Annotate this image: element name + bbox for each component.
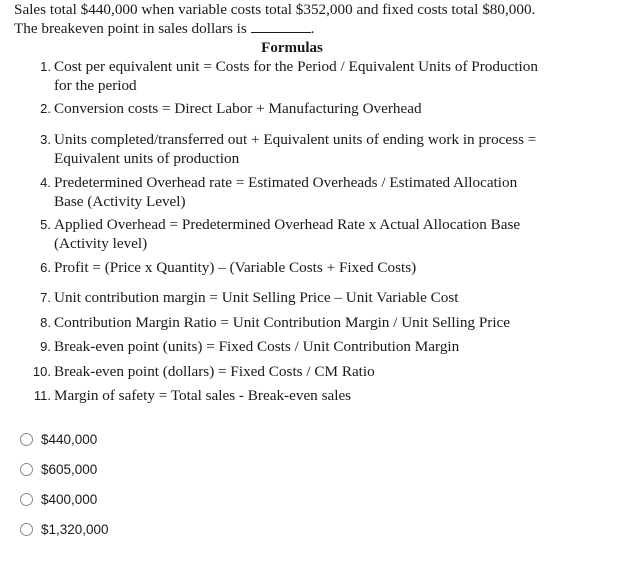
- option-label[interactable]: $1,320,000: [41, 521, 109, 537]
- answer-option-4[interactable]: [20, 519, 109, 539]
- formula-line: Equivalent units of production: [54, 149, 240, 167]
- formula-number: 11.: [33, 388, 51, 403]
- formula-item-1: [40, 58, 572, 95]
- option-label[interactable]: $605,000: [41, 461, 98, 477]
- formula-item-4: [40, 174, 572, 211]
- option-label[interactable]: $400,000: [41, 491, 98, 507]
- formula-line: for the period: [54, 76, 137, 94]
- formula-item-8: [40, 314, 572, 333]
- formula-item-6: [40, 259, 572, 278]
- radio-button[interactable]: [20, 433, 33, 446]
- formula-line: Unit contribution margin = Unit Selling Price – Unit Variable Cost: [54, 289, 459, 306]
- formula-line: Predetermined Overhead rate = Estimated Overheads / Estimated Allocation: [54, 174, 518, 191]
- answer-option-2[interactable]: [20, 459, 97, 479]
- formula-line: Contribution Margin Ratio = Unit Contribution Margin / Unit Selling Price: [54, 314, 511, 331]
- formula-item-10: [32, 363, 572, 382]
- option-label[interactable]: $440,000: [41, 431, 98, 447]
- formula-number: 2.: [40, 101, 51, 116]
- formula-line: Applied Overhead = Predetermined Overhead Rate x Actual Allocation Base: [54, 216, 521, 233]
- radio-button[interactable]: [20, 463, 33, 476]
- formula-line: Cost per equivalent unit = Costs for the Period / Equivalent Units of Production: [54, 58, 538, 75]
- question-text: [14, 1, 614, 38]
- formula-number: 7.: [40, 290, 51, 305]
- formula-number: 1.: [40, 59, 51, 74]
- formula-line: Margin of safety = Total sales - Break-even sales: [54, 387, 352, 404]
- formula-line: Conversion costs = Direct Labor + Manufacturing Overhead: [54, 100, 422, 117]
- formula-item-3: [40, 131, 572, 168]
- question-line-1: Sales total $440,000 when variable costs total $352,000 and fixed costs total $80,000.: [14, 1, 536, 18]
- formula-line: Break-even point (units) = Fixed Costs / Unit Contribution Margin: [54, 338, 460, 355]
- answer-option-3[interactable]: [20, 489, 97, 509]
- formula-number: 6.: [40, 260, 51, 275]
- formula-number: 4.: [40, 175, 51, 190]
- question-line-2-prefix: The breakeven point in sales dollars is: [14, 20, 251, 37]
- formula-item-7: [40, 289, 572, 308]
- question-line-2-suffix: .: [310, 20, 315, 37]
- formula-number: 3.: [40, 132, 51, 147]
- answer-blank: [251, 19, 311, 33]
- formula-item-11: [33, 387, 572, 406]
- formula-item-2: [40, 100, 572, 119]
- formula-item-5: [40, 216, 572, 253]
- formula-number: 8.: [40, 315, 51, 330]
- radio-button[interactable]: [20, 493, 33, 506]
- radio-button[interactable]: [20, 523, 33, 536]
- formula-number: 9.: [40, 339, 51, 354]
- formula-item-9: [40, 338, 572, 357]
- formula-line: (Activity level): [54, 234, 148, 252]
- formula-number: 10.: [32, 364, 51, 379]
- formula-line: Units completed/transferred out + Equivalent units of ending work in process =: [54, 131, 537, 148]
- formula-line: Break-even point (dollars) = Fixed Costs / CM Ratio: [54, 363, 375, 380]
- answer-option-1[interactable]: [20, 429, 97, 449]
- formulas-title: Formulas: [261, 40, 323, 56]
- formula-number: 5.: [40, 217, 51, 232]
- formula-line: Base (Activity Level): [54, 192, 186, 210]
- formula-line: Profit = (Price x Quantity) – (Variable Costs + Fixed Costs): [54, 259, 417, 276]
- question-line-2: [14, 19, 614, 38]
